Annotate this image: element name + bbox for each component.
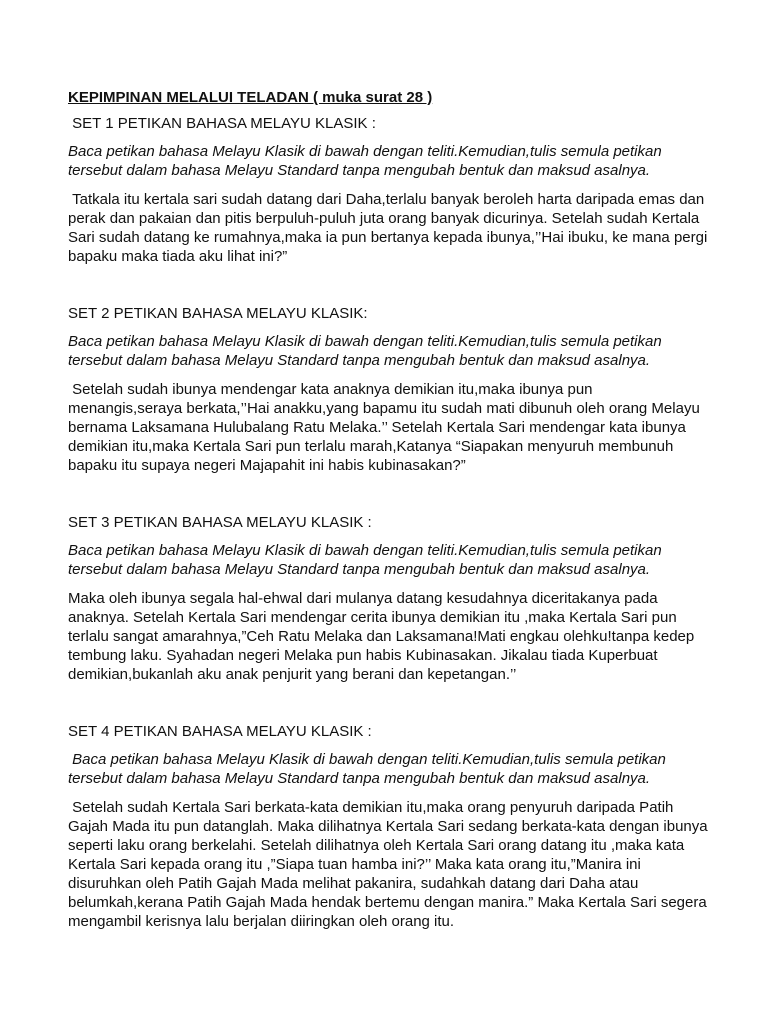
set-1-instruction: Baca petikan bahasa Melayu Klasik di bawah dengan teliti.Kemudian,tulis semula petikan tersebut dalam bahasa Melayu Standard tanpa mengubah bentuk dan maksud asalnya. (68, 143, 662, 179)
document-title: KEPIMPINAN MELALUI TELADAN ( muka surat 28 ) (68, 89, 433, 106)
set-3-passage: Maka oleh ibunya segala hal-ehwal dari mulanya datang kesudahnya diceritakanya pada anaknya. Setelah Kertala Sari mendengar cerita ibunya demikian itu ,maka Kertala Sari pun terlalu sangat amarahnya,”Ceh Ratu Melaka dan Laksamana!Mati engkau olehku!tanpa kedep tembung laku. Syahadan negeri Melaka pun habis Kubinasakan. Jikalau tiada Kuperbuat demikian,bukanlah aku anak penjurit yang berani dan kepetangan.’’ (68, 590, 695, 683)
set-1-passage: Tatkala itu kertala sari sudah datang dari Daha,terlalu banyak beroleh harta daripada emas dan perak dan pakaian dan pitis berpuluh-puluh juta orang banyak dicurinya. Setelah sudah Kertala Sari sudah datang ke rumahnya,maka ia pun bertanya kepada ibunya,’’Hai ibuku, ke mana pergi bapaku maka tiada aku lihat ini?” (68, 191, 712, 265)
document-page (68, 88, 712, 971)
set-4-passage: Setelah sudah Kertala Sari berkata-kata demikian itu,maka orang penyuruh daripada Patih Gajah Mada itu pun datanglah. Maka dilihatnya Kertala Sari sedang berkata-kata dengan ibunya seperti laku orang berkelahi. Setelah dilihatnya oleh Kertala Sari orang datang itu ,maka kata Kertala Sari kepada orang itu ,”Siapa tuan hamba ini?’’ Maka kata orang itu,”Manira ini disuruhkan oleh Patih Gajah Mada melihat pakanira, sudahkah datang dari Daha atau belumkah,kerana Patih Gajah Mada hendak bertemu dengan manira.” Maka Kertala Sari segera mengambil kerisnya lalu berjalan diiringkan oleh orang itu. (68, 799, 712, 930)
set-1-heading: SET 1 PETIKAN BAHASA MELAYU KLASIK : (68, 115, 376, 132)
set-2-section (68, 304, 708, 475)
set-3-instruction: Baca petikan bahasa Melayu Klasik di bawah dengan teliti.Kemudian,tulis semula petikan tersebut dalam bahasa Melayu Standard tanpa mengubah bentuk dan maksud asalnya. (68, 542, 662, 578)
set-2-heading: SET 2 PETIKAN BAHASA MELAYU KLASIK: (68, 305, 368, 322)
set-4-heading: SET 4 PETIKAN BAHASA MELAYU KLASIK : (68, 723, 372, 740)
set-1-section (68, 114, 712, 266)
set-2-instruction: Baca petikan bahasa Melayu Klasik di bawah dengan teliti.Kemudian,tulis semula petikan tersebut dalam bahasa Melayu Standard tanpa mengubah bentuk dan maksud asalnya. (68, 333, 662, 369)
set-2-passage: Setelah sudah ibunya mendengar kata anaknya demikian itu,maka ibunya pun menangis,seraya berkata,’’Hai anakku,yang bapamu itu sudah mati dibunuh oleh orang Melayu bernama Laksamana Hulubalang Ratu Melaka.’’ Setelah Kertala Sari mendengar kata ibunya demikian itu,maka Kertala Sari pun terlalu marah,Katanya “Siapakan menyuruh membunuh bapaku itu supaya negeri Majapahit ini habis kubinasakan?” (68, 381, 704, 474)
set-4-section (68, 722, 712, 931)
set-3-heading: SET 3 PETIKAN BAHASA MELAYU KLASIK : (68, 514, 372, 531)
set-3-section (68, 513, 708, 684)
set-4-instruction: Baca petikan bahasa Melayu Klasik di bawah dengan teliti.Kemudian,tulis semula petikan tersebut dalam bahasa Melayu Standard tanpa mengubah bentuk dan maksud asalnya. (68, 751, 671, 787)
